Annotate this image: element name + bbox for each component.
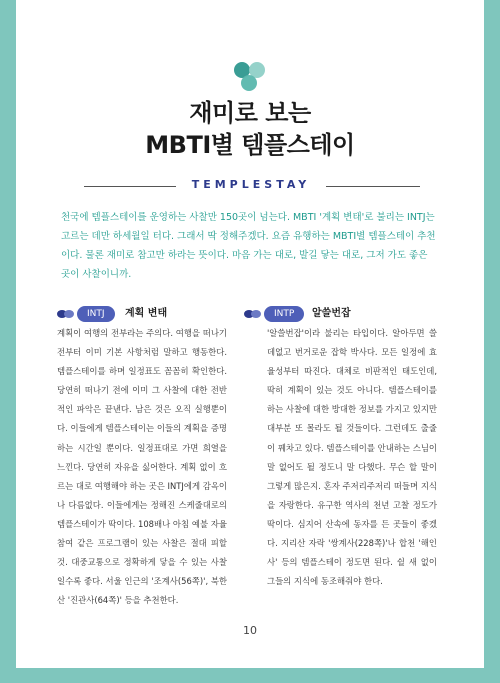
mbti-tag: INTJ	[77, 306, 115, 322]
page-title-line2: MBTI별 템플스테이	[145, 131, 355, 159]
intro-paragraph: 천국에 템플스테이를 운영하는 사찰만 150곳이 넘는다. MBTI '계획 변태'로 불리는 INTJ는 고르는 데만 하세월일 터다. 그래서 딱 정해주겠다. 요즘 유행하는 MBTI별 템플스테이 추천이다. 물론 재미로 참고만 하라는 뜻이다. 마음 가는 대로, 발길 닿는 대로, 그저 가도 좋은 곳이 사찰이니까.	[61, 212, 436, 280]
logo-circle	[241, 75, 257, 91]
column-header-intj	[57, 306, 227, 322]
logo	[234, 62, 266, 94]
column-body-intj: 계획이 여행의 전부라는 주의다. 여행을 떠나기 전부터 이미 기본 사항처럼 말하고 행동한다. 템플스테이를 하며 일정표도 꼼꼼히 확인한다. 당연히 떠나기 전에 이미 그 사찰에 대한 전반적인 파악은 끝낸다. 남은 것은 오직 실행뿐이다. 이들에게 템플스테이는 이들의 계획을 증명하는 시간일 뿐이다. 일정표대로 가면 희열을 느낀다. 당연히 자유을 싫어한다. 계획 없이 흐르는 대로 여행해야 하는 곳은 INTJ에게 감옥이나 다름없다. 이들에게는 정해진 스케줄대로의 템플스테이가 딱이다. 108배나 아침 예불 자율 참여 같은 프로그램이 있는 사찰은 절대 피할 것. 대중교통으로 정확하게 닿을 수 있는 사찰일수록 좋다. 서울 인근의 '조계사(56쪽)', 북한산 '진관사(64쪽)' 등을 추천한다.	[57, 328, 227, 606]
mbti-tag: INTP	[264, 306, 304, 322]
page-number: 10	[243, 624, 257, 637]
page	[16, 0, 484, 668]
column-heading: 알쓸번잡	[312, 308, 351, 319]
page-title-line1: 재미로 보는	[189, 99, 311, 127]
divider-right	[326, 186, 420, 187]
column-heading: 계획 변태	[125, 308, 168, 319]
section-label: TEMPLESTAY	[191, 178, 311, 191]
divider-left	[84, 186, 176, 187]
column-body-intp: '알쓸번잡'이라 불리는 타입이다. 알아두면 쓸데없고 번거로운 잡학 박사다. 모든 일정에 효율성부터 따진다. 대체로 비판적인 태도인데, 딱히 계획이 있는 것도 아니다. 템플스테이를 하는 사찰에 대한 방대한 정보를 가지고 있지만 대부분 또 몰라도 될 것들이다. 그런데도 출줄이 꿰차고 있다. 템플스테이를 안내하는 스님이 말 없어도 될 정도니 말 다했다. 무슨 할 말이 그렇게 많은지. 혼자 주저리주저리 떠들며 지식을 자랑한다. 유구한 역사의 천년 고찰 정도가 딱이다. 심지어 산속에 동자를 든 곳들이 좋겠다. 지리산 자락 '쌍계사(228쪽)'나 합천 '해인사' 등의 템플스테이 정도면 된다. 쉴 새 없이 그들의 지식에 동조해줘야 한다.	[267, 328, 437, 587]
dots-icon	[244, 309, 262, 319]
dots-icon	[57, 309, 75, 319]
column-header-intp	[244, 306, 434, 322]
